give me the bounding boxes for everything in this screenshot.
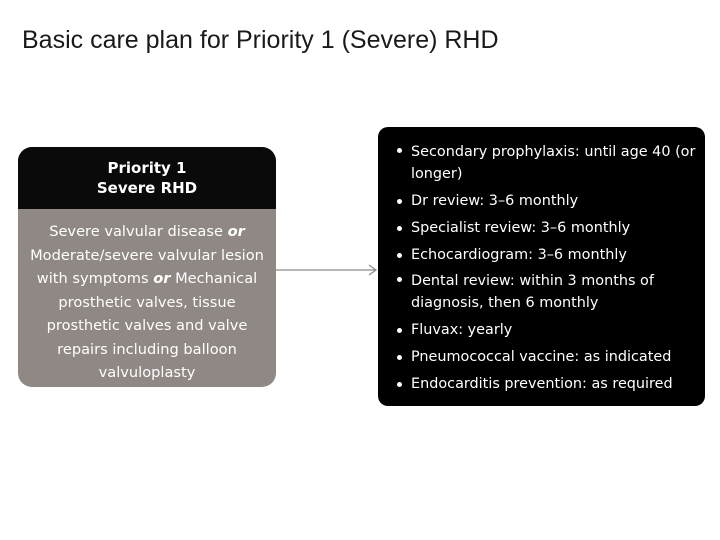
criteria-text-1: Severe valvular disease xyxy=(49,223,228,240)
list-item: Specialist review: 3–6 monthly xyxy=(390,215,697,242)
priority-criteria xyxy=(18,209,276,385)
care-plan-box xyxy=(378,127,705,406)
priority-box xyxy=(18,147,276,387)
slide-title: Basic care plan for Priority 1 (Severe) RHD xyxy=(22,26,499,54)
criteria-text-3: Mechanical prosthetic valves, tissue prosthetic valves and valve repairs including balloon valvuloplasty xyxy=(46,270,258,381)
list-item: Dental review: within 3 months of diagnosis, then 6 monthly xyxy=(390,268,697,317)
criteria-or-2: or xyxy=(153,270,171,287)
list-item: Fluvax: yearly xyxy=(390,317,697,344)
connector-arrow xyxy=(276,263,380,277)
list-item: Echocardiogram: 3–6 monthly xyxy=(390,242,697,269)
care-plan-list xyxy=(378,127,705,398)
criteria-text-2: Moderate/severe valvular lesion with symptoms xyxy=(30,246,264,287)
list-item: Dr review: 3–6 monthly xyxy=(390,188,697,215)
list-item: Endocarditis prevention: as required xyxy=(390,371,697,398)
priority-header xyxy=(18,147,276,209)
priority-header-line1: Priority 1 xyxy=(107,159,187,177)
priority-header-line2: Severe RHD xyxy=(96,179,198,197)
criteria-or-1: or xyxy=(227,223,245,240)
list-item: Secondary prophylaxis: until age 40 (or longer) xyxy=(390,139,697,188)
list-item: Pneumococcal vaccine: as indicated xyxy=(390,344,697,371)
